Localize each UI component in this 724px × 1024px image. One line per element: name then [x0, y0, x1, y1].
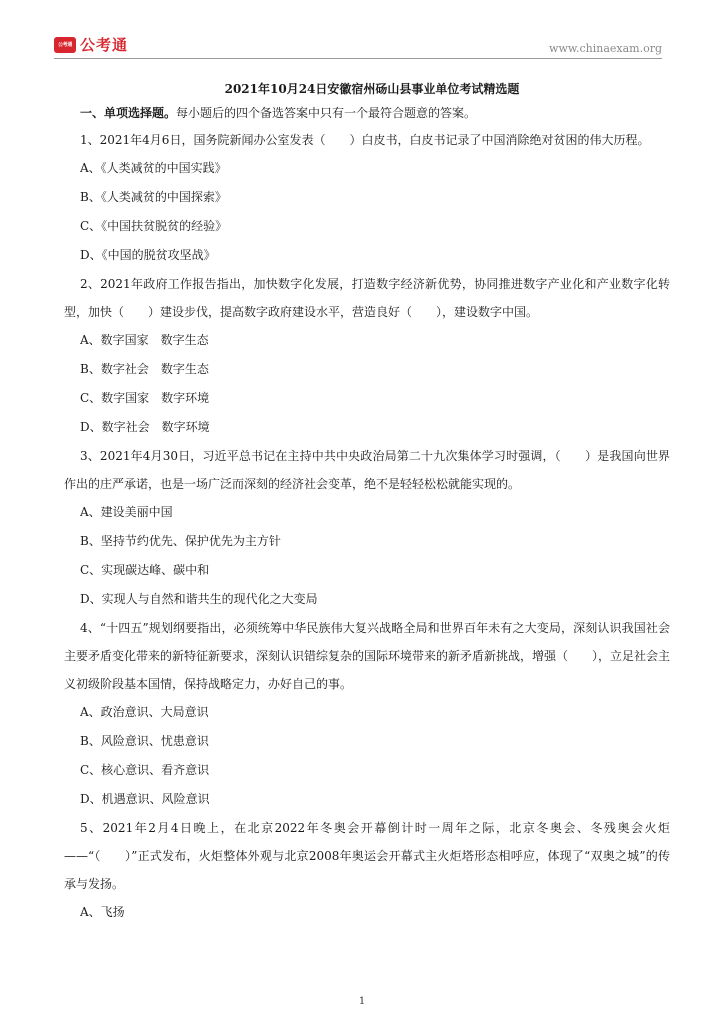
option-1c: C、《中国扶贫脱贫的经验》 — [80, 219, 228, 233]
page-number: 1 — [358, 996, 366, 1007]
option-2a: A、数字国家 数字生态 — [80, 333, 209, 347]
option-1b: B、《人类减贫的中国探索》 — [80, 190, 227, 204]
logo-text: 公考通 — [80, 36, 129, 54]
question-stem-3: 3、2021年4月30日，习近平总书记在主持中共中央政治局第二十九次集体学习时强调，（ ）是我国向世界作出的庄严承诺，也是一场广泛而深刻的经济社会变革，绝不是轻轻松松就能实现的。 — [64, 449, 670, 491]
option-3c: C、实现碳达峰、碳中和 — [80, 563, 210, 577]
option-5a: A、飞扬 — [80, 905, 125, 919]
document-title: 2021年10月24日安徽宿州砀山县事业单位考试精选题 — [224, 82, 520, 96]
option-2b: B、数字社会 数字生态 — [80, 362, 209, 376]
option-4b: B、风险意识、忧患意识 — [80, 734, 209, 748]
site-url: www.chinaexam.org — [549, 42, 662, 55]
option-4c: C、核心意识、看齐意识 — [80, 763, 210, 777]
question-stem-2: 2、2021年政府工作报告指出，加快数字化发展，打造数字经济新优势，协同推进数字产业化和产业数字化转型，加快（ ）建设步伐，提高数字政府建设水平，营造良好（ ），建设数字中国。 — [64, 277, 670, 319]
option-4a: A、政治意识、大局意识 — [80, 705, 209, 719]
section-label: 一、单项选择题。 — [80, 106, 177, 120]
option-2c: C、数字国家 数字环境 — [80, 391, 210, 405]
option-1a: A、《人类减贫的中国实践》 — [80, 161, 227, 175]
question-stem-5: 5、2021年2月4日晚上，在北京2022年冬奥会开幕倒计时一周年之际，北京冬奥会、冬残奥会火炬——“（ ）”正式发布，火炬整体外观与北京2008年奥运会开幕式主火炬塔形态相呼应，体现了“双奥之城”的传承与发扬。 — [64, 821, 670, 891]
option-1d: D、《中国的脱贫攻坚战》 — [80, 248, 216, 262]
logo-badge-icon: 公考通 — [54, 37, 76, 53]
option-3d: D、实现人与自然和谐共生的现代化之大变局 — [80, 592, 318, 606]
header-divider — [54, 58, 662, 59]
option-3a: A、建设美丽中国 — [80, 505, 173, 519]
logo — [54, 34, 128, 55]
document-body — [64, 78, 670, 927]
option-4d: D、机遇意识、风险意识 — [80, 792, 210, 806]
section-description: 每小题后的四个备选答案中只有一个最符合题意的答案。 — [176, 106, 477, 120]
option-2d: D、数字社会 数字环境 — [80, 420, 210, 434]
section-heading — [80, 100, 670, 126]
question-stem-1: 1、2021年4月6日，国务院新闻办公室发表（ ）白皮书，白皮书记录了中国消除绝对贫困的伟大历程。 — [80, 133, 650, 147]
page-header — [0, 0, 724, 62]
question-stem-4: 4、“十四五”规划纲要指出，必须统筹中华民族伟大复兴战略全局和世界百年未有之大变局，深刻认识我国社会主要矛盾变化带来的新特征新要求，深刻认识错综复杂的国际环境带来的新矛盾新挑战，增强（ ），立足社会主义初级阶段基本国情，保持战略定力，办好自己的事。 — [64, 621, 671, 691]
option-3b: B、坚持节约优先、保护优先为主方针 — [80, 534, 281, 548]
